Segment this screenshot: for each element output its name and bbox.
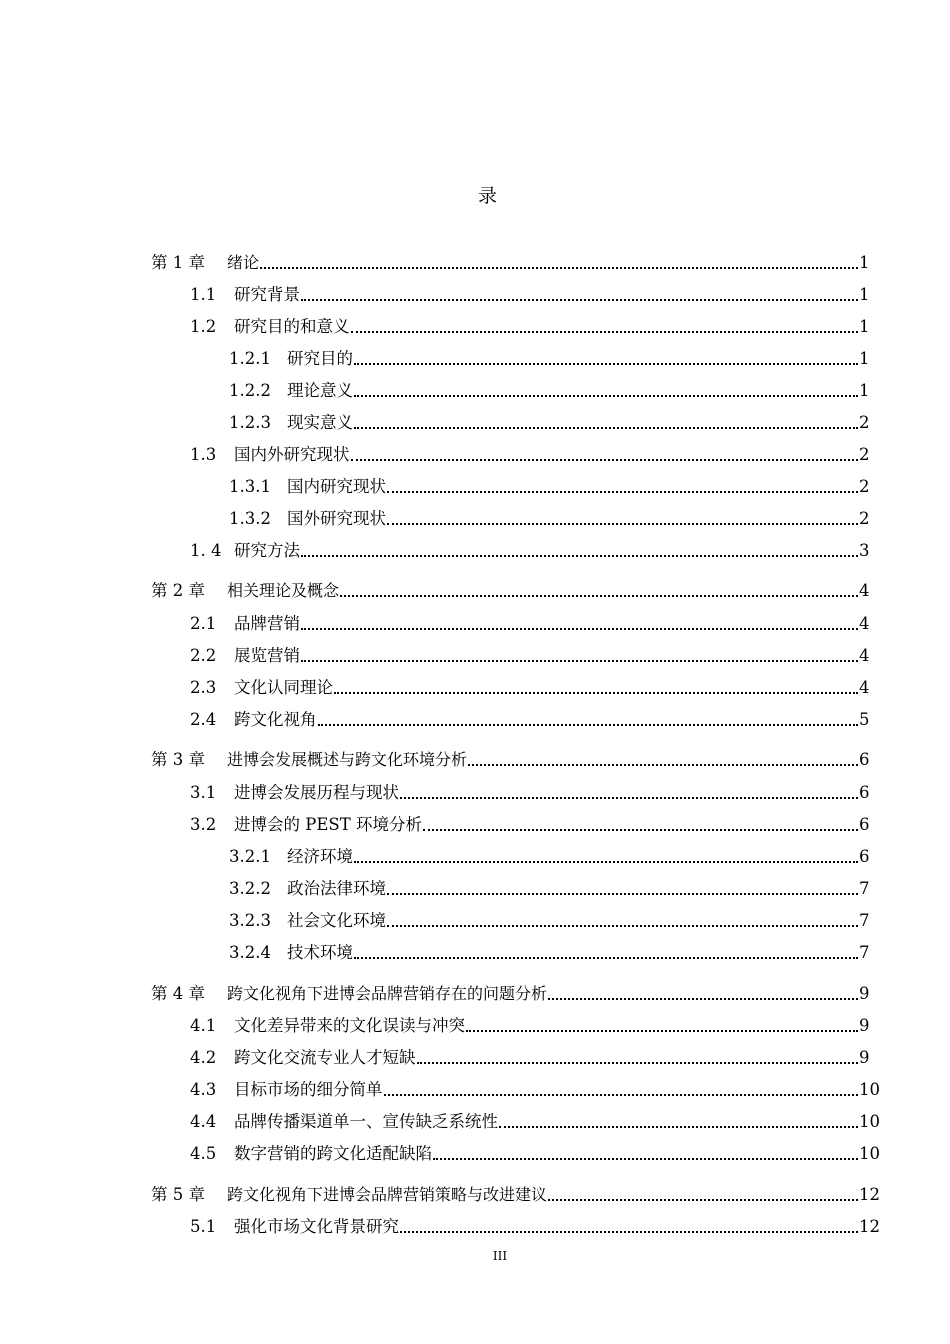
toc-leader-dots	[387, 490, 858, 493]
toc-leader-dots	[384, 1093, 859, 1096]
toc-entry-page: 3	[859, 541, 870, 560]
toc-entry-number: 3.2.1	[229, 847, 271, 866]
toc-chapter-entry[interactable]	[0, 745, 950, 771]
toc-title: 录	[477, 185, 497, 207]
toc-subsection-entry[interactable]	[0, 376, 950, 402]
toc-leader-dots	[301, 554, 858, 557]
toc-leader-dots	[433, 1157, 858, 1160]
toc-entry-title: 研究目的	[287, 349, 353, 368]
toc-entry-title: 现实意义	[287, 413, 353, 432]
toc-subsection-entry[interactable]	[0, 874, 950, 900]
toc-entry-title: 进博会发展概述与跨文化环境分析	[227, 750, 468, 769]
toc-entry-number: 1.2.3	[229, 413, 271, 432]
toc-entry-number: 第 3 章	[151, 750, 205, 769]
toc-leader-dots	[499, 1125, 858, 1128]
toc-entry-title: 经济环境	[287, 847, 353, 866]
toc-entry-number: 3.2	[190, 815, 217, 834]
toc-entry-page: 4	[859, 614, 870, 633]
toc-subsection-entry[interactable]	[0, 938, 950, 964]
toc-chapter-entry[interactable]	[0, 979, 950, 1005]
toc-section-entry[interactable]	[0, 641, 950, 667]
toc-entry-number: 3.1	[190, 783, 217, 802]
toc-section-entry[interactable]	[0, 1139, 950, 1165]
toc-entry-page: 6	[859, 847, 870, 866]
toc-entry-page: 7	[859, 911, 870, 930]
toc-leader-dots	[351, 458, 859, 461]
toc-entry-number: 1.1	[190, 285, 217, 304]
toc-entry-number: 1.3.2	[229, 509, 271, 528]
toc-entry-title: 品牌营销	[234, 614, 300, 633]
toc-entry-page: 2	[859, 413, 870, 432]
toc-entry-number: 4.1	[190, 1016, 217, 1035]
toc-entry-title: 强化市场文化背景研究	[234, 1217, 399, 1236]
toc-entry-number: 4.2	[190, 1048, 217, 1067]
toc-leader-dots	[548, 1198, 858, 1201]
toc-entry-number: 2.4	[190, 710, 217, 729]
toc-subsection-entry[interactable]	[0, 472, 950, 498]
toc-subsection-entry[interactable]	[0, 504, 950, 530]
toc-entry-title: 文化差异带来的文化误读与冲突	[234, 1016, 465, 1035]
toc-entry-page: 1	[859, 349, 870, 368]
toc-leader-dots	[340, 594, 858, 597]
toc-entry-number: 2.3	[190, 678, 217, 697]
toc-entry-page: 5	[859, 710, 870, 729]
toc-entry-page: 10	[859, 1080, 880, 1099]
toc-entry-page: 10	[859, 1144, 880, 1163]
toc-entry-title: 研究背景	[234, 285, 300, 304]
toc-entry-number: 3.2.2	[229, 879, 271, 898]
toc-entry-page: 4	[859, 581, 870, 600]
toc-chapter-entry[interactable]	[0, 248, 950, 274]
toc-entry-page: 12	[859, 1185, 880, 1204]
toc-entry-title: 绪论	[227, 253, 260, 272]
toc-leader-dots	[400, 796, 858, 799]
toc-leader-dots	[387, 924, 858, 927]
toc-entry-title: 目标市场的细分简单	[234, 1080, 383, 1099]
toc-entry-number: 第 4 章	[151, 984, 205, 1003]
toc-entry-title: 国外研究现状	[287, 509, 386, 528]
toc-leader-dots	[423, 828, 858, 831]
toc-section-entry[interactable]	[0, 440, 950, 466]
toc-entry-number: 1.2.2	[229, 381, 271, 400]
toc-entry-number: 2.2	[190, 646, 217, 665]
toc-leader-dots	[387, 522, 858, 525]
toc-entry-page: 7	[859, 879, 870, 898]
toc-leader-dots	[318, 723, 859, 726]
toc-leader-dots	[354, 956, 858, 959]
toc-entry-page: 1	[859, 285, 870, 304]
toc-entry-page: 1	[859, 381, 870, 400]
toc-section-entry[interactable]	[0, 778, 950, 804]
toc-subsection-entry[interactable]	[0, 906, 950, 932]
toc-section-entry[interactable]	[0, 312, 950, 338]
toc-entry-page: 6	[859, 750, 870, 769]
toc-leader-dots	[354, 394, 858, 397]
toc-entry-page: 6	[859, 783, 870, 802]
toc-section-entry[interactable]	[0, 1075, 950, 1101]
toc-leader-dots	[301, 659, 858, 662]
toc-entry-page: 9	[859, 1016, 870, 1035]
toc-entry-title: 理论意义	[287, 381, 353, 400]
toc-entry-title: 数字营销的跨文化适配缺陷	[234, 1144, 432, 1163]
toc-entry-title: 社会文化环境	[287, 911, 386, 930]
toc-subsection-entry[interactable]	[0, 842, 950, 868]
toc-entry-number: 2.1	[190, 614, 217, 633]
toc-entry-number: 1.2.1	[229, 349, 271, 368]
toc-section-entry[interactable]	[0, 1011, 950, 1037]
toc-section-entry[interactable]	[0, 609, 950, 635]
toc-entry-title: 研究目的和意义	[234, 317, 350, 336]
toc-entry-page: 1	[859, 317, 870, 336]
toc-section-entry[interactable]	[0, 1043, 950, 1069]
toc-entry-number: 1. 4	[190, 541, 222, 560]
toc-leader-dots	[301, 627, 858, 630]
toc-entry-page: 7	[859, 943, 870, 962]
toc-entry-title: 跨文化视角下进博会品牌营销策略与改进建议	[227, 1185, 548, 1204]
toc-leader-dots	[468, 763, 858, 766]
toc-leader-dots	[387, 892, 858, 895]
toc-subsection-entry[interactable]	[0, 344, 950, 370]
toc-entry-number: 1.3.1	[229, 477, 271, 496]
toc-entry-title: 技术环境	[287, 943, 353, 962]
toc-entry-title: 相关理论及概念	[227, 581, 340, 600]
toc-entry-number: 1.2	[190, 317, 217, 336]
toc-leader-dots	[301, 298, 858, 301]
toc-entry-page: 4	[859, 646, 870, 665]
toc-leader-dots	[548, 997, 858, 1000]
toc-leader-dots	[260, 266, 858, 269]
toc-entry-title: 展览营销	[234, 646, 300, 665]
toc-entry-title: 政治法律环境	[287, 879, 386, 898]
toc-leader-dots	[351, 330, 859, 333]
toc-entry-page: 1	[859, 253, 870, 272]
toc-entry-title: 品牌传播渠道单一、宣传缺乏系统性	[234, 1112, 498, 1131]
toc-chapter-entry[interactable]	[0, 1180, 950, 1206]
toc-leader-dots	[354, 860, 858, 863]
toc-entry-page: 2	[859, 445, 870, 464]
toc-entry-page: 9	[859, 984, 870, 1003]
toc-entry-number: 第 5 章	[151, 1185, 205, 1204]
toc-leader-dots	[400, 1230, 858, 1233]
toc-entry-number: 3.2.3	[229, 911, 271, 930]
toc-entry-page: 12	[859, 1217, 880, 1236]
toc-entry-number: 4.4	[190, 1112, 217, 1131]
toc-section-entry[interactable]	[0, 810, 950, 836]
toc-entry-title: 进博会的 PEST 环境分析	[234, 815, 422, 834]
toc-entry-title: 跨文化视角下进博会品牌营销存在的问题分析	[227, 984, 548, 1003]
toc-entry-page: 6	[859, 815, 870, 834]
toc-entry-number: 5.1	[190, 1217, 217, 1236]
toc-leader-dots	[354, 426, 858, 429]
toc-chapter-entry[interactable]	[0, 576, 950, 602]
toc-leader-dots	[334, 691, 858, 694]
toc-entry-page: 10	[859, 1112, 880, 1131]
toc-section-entry[interactable]	[0, 536, 950, 562]
toc-section-entry[interactable]	[0, 280, 950, 306]
toc-entry-number: 第 2 章	[151, 581, 205, 600]
page-number-footer: III	[492, 1249, 508, 1263]
toc-leader-dots	[354, 362, 858, 365]
toc-entry-page: 9	[859, 1048, 870, 1067]
toc-entry-title: 国内研究现状	[287, 477, 386, 496]
toc-section-entry[interactable]	[0, 705, 950, 731]
toc-subsection-entry[interactable]	[0, 408, 950, 434]
toc-entry-number: 1.3	[190, 445, 217, 464]
toc-entry-number: 4.5	[190, 1144, 217, 1163]
toc-entry-title: 国内外研究现状	[234, 445, 350, 464]
toc-entry-page: 4	[859, 678, 870, 697]
toc-entry-title: 研究方法	[234, 541, 300, 560]
toc-leader-dots	[466, 1029, 858, 1032]
toc-section-entry[interactable]	[0, 1212, 950, 1238]
toc-entry-title: 文化认同理论	[234, 678, 333, 697]
toc-entry-number: 4.3	[190, 1080, 217, 1099]
toc-entry-title: 跨文化交流专业人才短缺	[234, 1048, 416, 1067]
toc-entry-title: 进博会发展历程与现状	[234, 783, 399, 802]
toc-entry-number: 第 1 章	[151, 253, 205, 272]
toc-section-entry[interactable]	[0, 1107, 950, 1133]
toc-entry-number: 3.2.4	[229, 943, 271, 962]
toc-entry-page: 2	[859, 509, 870, 528]
toc-section-entry[interactable]	[0, 673, 950, 699]
toc-leader-dots	[417, 1061, 859, 1064]
toc-entry-page: 2	[859, 477, 870, 496]
toc-entry-title: 跨文化视角	[234, 710, 317, 729]
